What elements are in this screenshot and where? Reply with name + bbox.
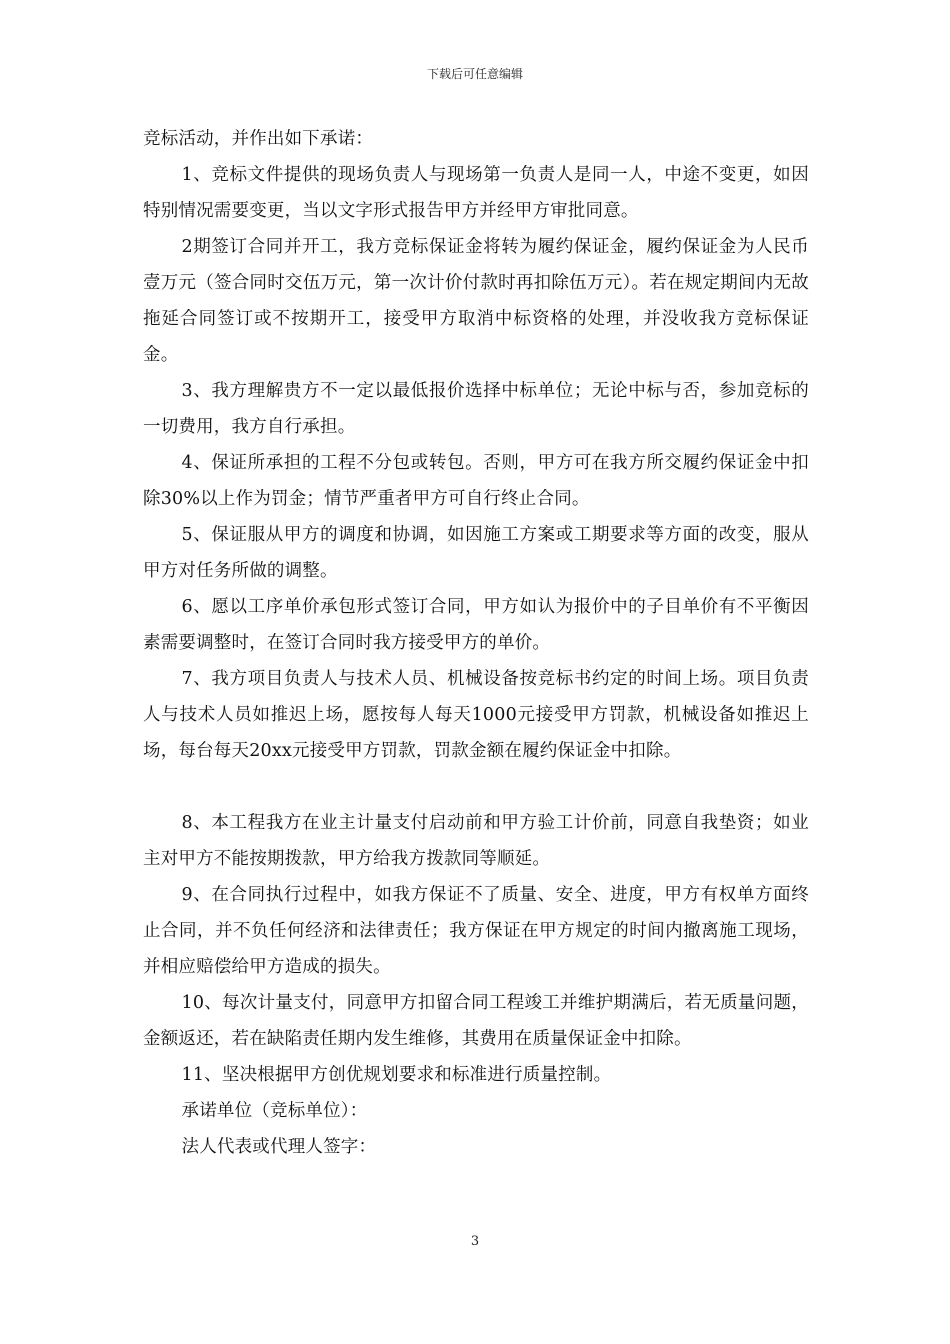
document-body <box>143 121 809 1165</box>
paragraph-item-2: 2期签订合同并开工，我方竞标保证金将转为履约保证金，履约保证金为人民币壹万元（签合同时交伍万元，第一次计价付款时再扣除伍万元）。若在规定期间内无故拖延合同签订或不按期开工，接受甲方取消中标资格的处理，并没收我方竞标保证金。 <box>143 237 809 365</box>
paragraph-item-4: 4、保证所承担的工程不分包或转包。否则，甲方可在我方所交履约保证金中扣除30%以上作为罚金；情节严重者甲方可自行终止合同。 <box>143 453 809 509</box>
paragraph-item-7: 7、我方项目负责人与技术人员、机械设备按竞标书约定的时间上场。项目负责人与技术人员如推迟上场，愿按每人每天1000元接受甲方罚款，机械设备如推迟上场，每台每天20xx元接受甲方罚款，罚款金额在履约保证金中扣除。 <box>143 669 809 761</box>
paragraph-item-9: 9、在合同执行过程中，如我方保证不了质量、安全、进度，甲方有权单方面终止合同，并不负任何经济和法律责任；我方保证在甲方规定的时间内撤离施工现场，并相应赔偿给甲方造成的损失。 <box>143 885 809 977</box>
paragraph-item-8: 8、本工程我方在业主计量支付启动前和甲方验工计价前，同意自我垫资；如业主对甲方不能按期拨款，甲方给我方拨款同等顺延。 <box>143 813 809 869</box>
page-number: 3 <box>470 1234 480 1249</box>
signature-representative-label: 法人代表或代理人签字： <box>181 1137 377 1157</box>
blank-line <box>143 769 809 805</box>
paragraph-item-1: 1、竞标文件提供的现场负责人与现场第一负责人是同一人，中途不变更，如因特别情况需要变更，当以文字形式报告甲方并经甲方审批同意。 <box>143 165 809 221</box>
paragraph-item-5: 5、保证服从甲方的调度和协调，如因施工方案或工期要求等方面的改变，服从甲方对任务所做的调整。 <box>143 525 809 581</box>
page-header: 下载后可任意编辑 <box>426 67 523 81</box>
paragraph-item-3: 3、我方理解贵方不一定以最低报价选择中标单位；无论中标与否，参加竞标的一切费用，我方自行承担。 <box>143 381 809 437</box>
paragraph-item-11: 11、坚决根据甲方创优规划要求和标准进行质量控制。 <box>181 1065 612 1085</box>
paragraph-item-10: 10、每次计量支付，同意甲方扣留合同工程竣工并维护期满后，若无质量问题，金额返还，若在缺陷责任期内发生维修，其费用在质量保证金中扣除。 <box>143 993 809 1049</box>
paragraph-intro: 竞标活动，并作出如下承诺： <box>143 129 374 149</box>
signature-unit-label: 承诺单位（竞标单位）： <box>181 1101 368 1121</box>
paragraph-item-6: 6、愿以工序单价承包形式签订合同，甲方如认为报价中的子目单价有不平衡因素需要调整时，在签订合同时我方接受甲方的单价。 <box>143 597 809 653</box>
